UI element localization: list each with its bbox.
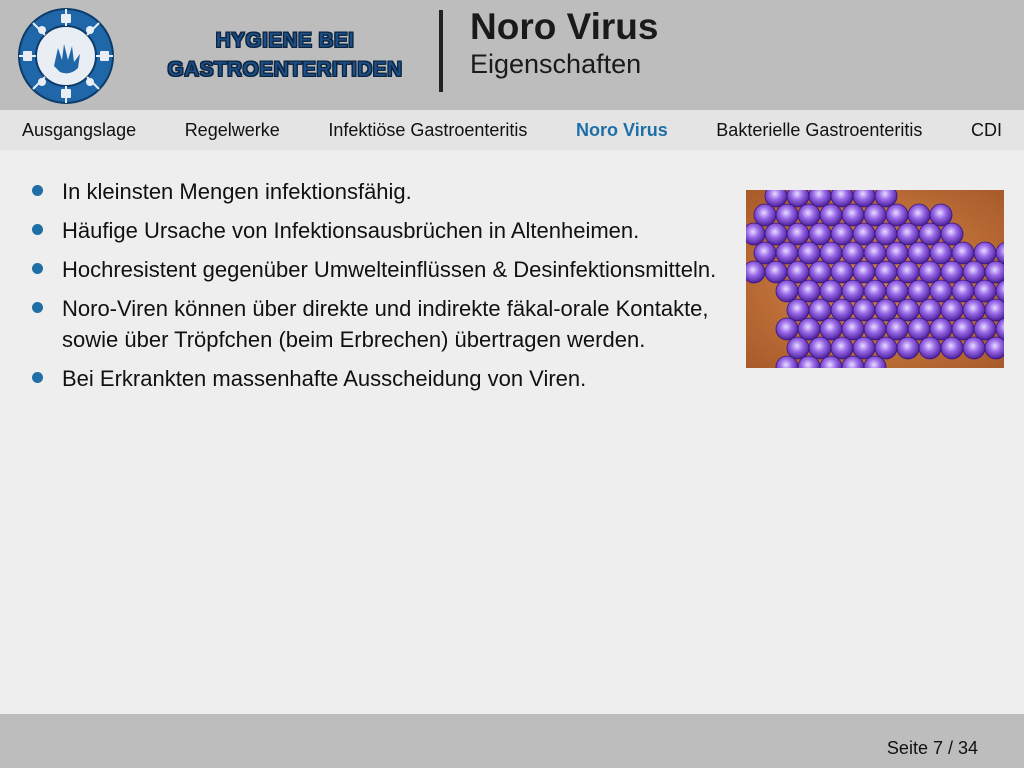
virus-particle	[746, 223, 765, 245]
virus-particle	[919, 223, 941, 245]
virus-particle	[776, 242, 798, 264]
virus-particle	[974, 280, 996, 302]
virus-particle	[875, 337, 897, 359]
virus-particle	[776, 204, 798, 226]
brand-line-2: GASTROENTERITIDEN	[167, 58, 403, 81]
virus-particle	[985, 337, 1004, 359]
virus-particle	[974, 242, 996, 264]
virus-particle	[809, 299, 831, 321]
virus-particle	[820, 204, 842, 226]
virus-particle	[886, 318, 908, 340]
section-nav	[0, 110, 1024, 150]
virus-particle	[787, 337, 809, 359]
virus-particle	[864, 318, 886, 340]
virus-particle	[853, 337, 875, 359]
virus-particle	[952, 280, 974, 302]
virus-particle	[809, 261, 831, 283]
slide-titles	[470, 6, 658, 80]
virus-particle	[776, 318, 798, 340]
virus-particle	[787, 299, 809, 321]
nav-item-noro-virus[interactable]: Noro Virus	[576, 119, 668, 140]
virus-particle	[842, 318, 864, 340]
virus-particle	[941, 337, 963, 359]
virus-particle	[985, 261, 1004, 283]
virus-particle	[930, 318, 952, 340]
virus-particle	[754, 242, 776, 264]
virus-particle	[897, 337, 919, 359]
virus-particle	[765, 223, 787, 245]
virus-particle	[919, 299, 941, 321]
slide-title: Noro Virus	[470, 6, 659, 47]
virus-particle	[853, 299, 875, 321]
slide-subtitle: Eigenschaften	[470, 49, 642, 79]
virus-particle	[831, 223, 853, 245]
virus-particle	[930, 204, 952, 226]
virus-particle	[809, 337, 831, 359]
virus-particle	[831, 261, 853, 283]
virus-particle	[908, 242, 930, 264]
bullet-item: In kleinsten Mengen infektionsfähig.	[30, 176, 720, 207]
virus-particle	[842, 204, 864, 226]
virus-particle	[941, 299, 963, 321]
brand-line-1: HYGIENE BEI	[215, 29, 355, 52]
virus-particle	[831, 299, 853, 321]
bullet-item: Hochresistent gegenüber Umwelteinflüssen & Desinfektionsmitteln.	[30, 254, 720, 285]
virus-particle	[974, 318, 996, 340]
virus-particle	[985, 299, 1004, 321]
virus-particle	[798, 318, 820, 340]
virus-particle	[864, 280, 886, 302]
virus-particle	[897, 223, 919, 245]
virus-particle	[853, 223, 875, 245]
nav-item-bakterielle-gastroenteritis[interactable]: Bakterielle Gastroenteritis	[716, 119, 923, 140]
virus-particle	[908, 318, 930, 340]
virus-particle	[776, 280, 798, 302]
bullet-item: Noro-Viren können über direkte und indirekte fäkal-orale Kontakte, sowie über Tröpfchen (beim Erbrechen) übertragen werden.	[30, 293, 720, 355]
virus-particle	[930, 242, 952, 264]
virus-particle	[754, 204, 776, 226]
norovirus-micrograph-image	[746, 190, 1004, 368]
virus-particle	[798, 204, 820, 226]
hygiene-logo-icon	[18, 8, 114, 104]
virus-particle	[963, 261, 985, 283]
virus-particle	[908, 280, 930, 302]
virus-particle	[746, 261, 765, 283]
brand-title	[140, 26, 430, 84]
virus-particle	[787, 223, 809, 245]
slide-header	[0, 0, 1024, 110]
nav-item-regelwerke[interactable]: Regelwerke	[184, 119, 280, 140]
virus-particle	[842, 280, 864, 302]
virus-particle	[919, 261, 941, 283]
virus-particle	[886, 242, 908, 264]
bullet-item: Häufige Ursache von Infektionsausbrüchen in Altenheimen.	[30, 215, 720, 246]
virus-particle	[842, 242, 864, 264]
virus-particle	[765, 261, 787, 283]
virus-particle	[875, 261, 897, 283]
virus-particle	[897, 299, 919, 321]
virus-particle	[798, 280, 820, 302]
virus-particle	[930, 280, 952, 302]
virus-particle	[952, 318, 974, 340]
nav-item-ausgangslage[interactable]: Ausgangslage	[22, 119, 137, 140]
slide-footer	[0, 714, 1024, 768]
virus-particle	[952, 242, 974, 264]
virus-particle	[875, 299, 897, 321]
virus-particle	[897, 261, 919, 283]
virus-particle	[941, 223, 963, 245]
virus-particle	[875, 223, 897, 245]
virus-particle	[820, 318, 842, 340]
virus-particle	[886, 204, 908, 226]
virus-particle	[864, 204, 886, 226]
nav-item-cdi[interactable]: CDI	[970, 119, 1002, 140]
virus-particle	[886, 280, 908, 302]
nav-item-infektioese-gastroenteritis[interactable]: Infektiöse Gastroenteritis	[328, 119, 528, 140]
virus-particle	[864, 242, 886, 264]
virus-particle	[963, 299, 985, 321]
bullet-item: Bei Erkrankten massenhafte Ausscheidung von Viren.	[30, 363, 720, 394]
page-number: Seite 7 / 34	[886, 738, 978, 758]
virus-particle	[809, 223, 831, 245]
virus-particle	[919, 337, 941, 359]
virus-particle	[963, 337, 985, 359]
virus-particle	[820, 280, 842, 302]
header-divider	[439, 10, 443, 92]
virus-particle	[853, 261, 875, 283]
virus-particle	[831, 337, 853, 359]
virus-particle	[787, 261, 809, 283]
virus-particle	[820, 242, 842, 264]
virus-particle	[908, 204, 930, 226]
virus-particle	[798, 242, 820, 264]
virus-particle	[941, 261, 963, 283]
bullet-list	[30, 176, 720, 402]
